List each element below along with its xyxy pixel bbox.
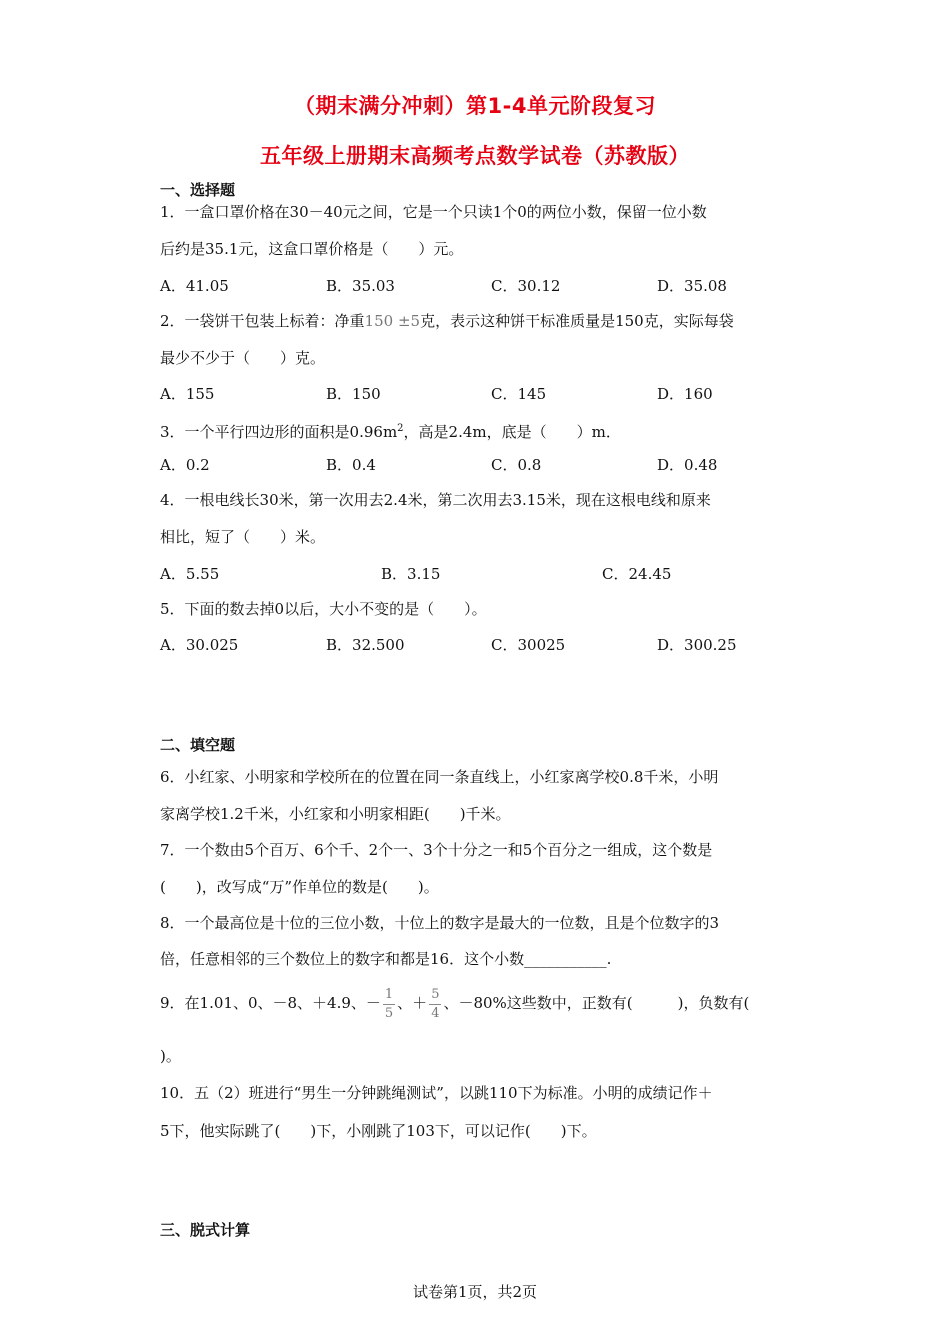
- q4-option-c: C．24.45: [602, 565, 672, 583]
- page-footer: 试卷第1页，共2页: [412, 1283, 538, 1301]
- q10-line2: 5下，他实际跳了( )下，小刚跳了103下，可以记作( )下。: [160, 1122, 597, 1140]
- q3-option-a: A．0.2: [160, 456, 210, 474]
- q9-text-post: 、－80%这些数中，正数有( )，负数有(: [443, 994, 750, 1012]
- title-main: （期末满分冲刺）第1-4单元阶段复习: [294, 94, 656, 118]
- q5-option-c: C．30025: [491, 636, 566, 654]
- q2-formula: 150 ±5: [364, 312, 421, 330]
- section-choice-heading: 一、选择题: [160, 181, 236, 199]
- q9-fraction-2-denominator: 4: [431, 1005, 440, 1021]
- q9-fraction-1-numerator: 1: [383, 986, 395, 1005]
- q1-line1: 1．一盒口罩价格在30－40元之间，它是一个只读1个0的两位小数，保留一位小数: [160, 203, 707, 221]
- q9-line1: [160, 983, 749, 1023]
- q9-fraction-2-numerator: 5: [429, 986, 441, 1005]
- q9-fraction-1-denominator: 5: [384, 1005, 394, 1021]
- q2-line2: 最少不少于（ ）克。: [160, 349, 326, 367]
- q9-fraction-2: [429, 986, 441, 1023]
- q10-line1: 10．五（2）班进行“男生一分钟跳绳测试”，以跳110下为标准。小明的成绩记作＋: [160, 1084, 713, 1102]
- q2-text-post: 克，表示这种饼干标准质量是150克，实际每袋: [420, 312, 734, 330]
- q4-line1: 4．一根电线长30米，第一次用去2.4米，第二次用去3.15米，现在这根电线和原来: [160, 491, 711, 509]
- q3-superscript: 2: [397, 423, 404, 434]
- q5-option-a: A．30.025: [160, 636, 239, 654]
- q3-text-pre: 3．一个平行四边形的面积是0.96m: [160, 423, 398, 441]
- q3-line1: [160, 419, 621, 442]
- section-fill-heading: 二、填空题: [160, 736, 236, 754]
- q5-line1: 5．下面的数去掉0以后，大小不变的是（ ）。: [160, 600, 487, 618]
- q2-text-pre: 2．一袋饼干包装上标着：净重: [160, 312, 365, 330]
- q7-line2: ( )，改写成“万”作单位的数是( )。: [160, 878, 439, 896]
- q6-line2: 家离学校1.2千米，小红家和小明家相距( )千米。: [160, 805, 511, 823]
- q9-text-mid: 、＋: [397, 994, 428, 1012]
- q1-option-b: B．35.03: [326, 277, 395, 295]
- q9-line2: )。: [160, 1047, 181, 1065]
- q2-option-d: D．160: [657, 385, 713, 403]
- title-subtitle: 五年级上册期末高频考点数学试卷（苏教版）: [260, 144, 690, 168]
- q3-option-d: D．0.48: [657, 456, 718, 474]
- q4-option-a: A．5.55: [160, 565, 220, 583]
- q4-line2: 相比，短了（ ）米。: [160, 528, 326, 546]
- q9-text-pre: 9．在1.01、0、－8、＋4.9、－: [160, 994, 381, 1012]
- q7-line1: 7．一个数由5个百万、6个千、2个一、3个十分之一和5个百分之一组成，这个数是: [160, 841, 713, 859]
- q2-line1: [160, 311, 734, 331]
- q2-option-b: B．150: [326, 385, 381, 403]
- q1-option-a: A．41.05: [160, 277, 229, 295]
- q3-option-c: C．0.8: [491, 456, 542, 474]
- q1-option-c: C．30.12: [491, 277, 561, 295]
- q5-option-d: D．300.25: [657, 636, 737, 654]
- q3-option-b: B．0.4: [326, 456, 376, 474]
- section-calc-heading: 三、脱式计算: [160, 1221, 251, 1239]
- q5-option-b: B．32.500: [326, 636, 405, 654]
- q6-line1: 6．小红家、小明家和学校所在的位置在同一条直线上，小红家离学校0.8千米，小明: [160, 768, 719, 786]
- q1-option-d: D．35.08: [657, 277, 727, 295]
- q8-line1: 8．一个最高位是十位的三位小数，十位上的数字是最大的一位数，且是个位数字的3: [160, 914, 720, 932]
- q3-text-post: ，高是2.4m，底是（ ）m．: [403, 423, 621, 441]
- q1-line2: 后约是35.1元，这盒口罩价格是（ ）元。: [160, 240, 464, 258]
- q2-option-a: A．155: [160, 385, 215, 403]
- q2-option-c: C．145: [491, 385, 547, 403]
- q4-option-b: B．3.15: [381, 565, 441, 583]
- q8-line2: 倍，任意相邻的三个数位上的数字和都是16．这个小数___________.: [160, 950, 612, 968]
- q9-fraction-1: [383, 986, 395, 1023]
